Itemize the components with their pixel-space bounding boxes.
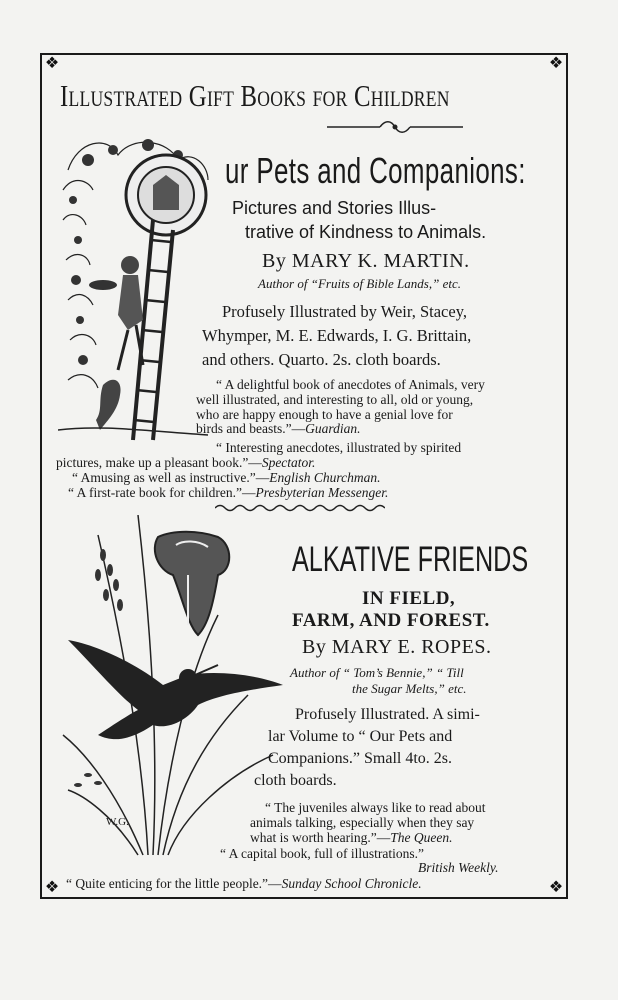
book1-subtitle-line1: Pictures and Stories Illus-: [232, 198, 437, 218]
book1-quote3: “ Amusing as well as instructive.”—English Churchman.: [72, 470, 381, 485]
book1-quote2-line1: “ Interesting anecdotes, illustrated by spirited: [216, 440, 462, 455]
book1-author: By MARY K. MARTIN.: [262, 250, 470, 272]
book1-quote1-line3: who are happy enough to have a genial love for: [196, 407, 453, 422]
book2-author-of-line1: Author of “ Tom’s Bennie,” “ Till: [290, 665, 464, 680]
illustration-monogram: W.G.: [106, 816, 129, 828]
book2-author: By MARY E. ROPES.: [302, 636, 492, 658]
wavy-divider-icon: [215, 503, 385, 513]
book1-author-of: Author of “Fruits of Bible Lands,” etc.: [258, 276, 461, 291]
book2-subtitle-line1: IN FIELD,: [362, 588, 456, 609]
book1-subtitle-line2: trative of Kindness to Animals.: [245, 222, 487, 242]
book2-quote1-line1: “ The juveniles always like to read about: [265, 800, 486, 815]
book2-title: ALKATIVE FRIENDS: [292, 540, 529, 579]
book1-quote4: “ A first-rate book for children.”—Presbyterian Messenger.: [68, 485, 389, 500]
book1-quote1-line2: well illustrated, and interesting to all, old or young,: [196, 392, 474, 407]
book1-desc-line3: and others. Quarto. 2s. cloth boards.: [202, 350, 441, 369]
page-title: Illustrated Gift Books for Children: [60, 78, 450, 113]
book2-desc-line2: lar Volume to “ Our Pets and: [268, 728, 453, 745]
book2-desc-line1: Profusely Illustrated. A simi-: [295, 706, 480, 723]
bird-grass-illustration-icon: [58, 515, 293, 860]
corner-ornament-icon: ❖: [548, 55, 564, 72]
book2-quote2-source: British Weekly.: [418, 860, 499, 875]
book2-quote2: “ A capital book, full of illustrations.”: [220, 846, 424, 861]
book2-desc-line3: Companions.” Small 4to. 2s.: [268, 750, 452, 767]
book1-title: ur Pets and Companions:: [225, 150, 526, 191]
flourish-divider-icon: [325, 120, 465, 134]
book2-subtitle-line2: FARM, AND FOREST.: [292, 610, 490, 631]
book1-desc-line1: Profusely Illustrated by Weir, Stacey,: [222, 302, 467, 321]
book1-quote1-line1: “ A delightful book of anecdotes of Animals, very: [216, 377, 485, 392]
corner-ornament-icon: ❖: [548, 879, 564, 896]
book1-desc-line2: Whymper, M. E. Edwards, I. G. Brittain,: [202, 326, 472, 345]
corner-ornament-icon: ❖: [44, 55, 60, 72]
book2-author-of-line2: the Sugar Melts,” etc.: [352, 681, 467, 696]
book2-quote1-line3: what is worth hearing.”—The Queen.: [250, 830, 453, 845]
corner-ornament-icon: ❖: [44, 879, 60, 896]
book2-quote1-line2: animals talking, especially when they say: [250, 815, 475, 830]
book2-desc-line4: cloth boards.: [254, 772, 337, 789]
boy-ladder-illustration-icon: [58, 130, 218, 445]
book2-quote3: “ Quite enticing for the little people.”—Sunday School Chronicle.: [66, 876, 422, 891]
book1-quote2-line2: pictures, make up a pleasant book.”—Spectator.: [56, 455, 316, 470]
book1-quote1-line4: birds and beasts.”—Guardian.: [196, 421, 361, 436]
